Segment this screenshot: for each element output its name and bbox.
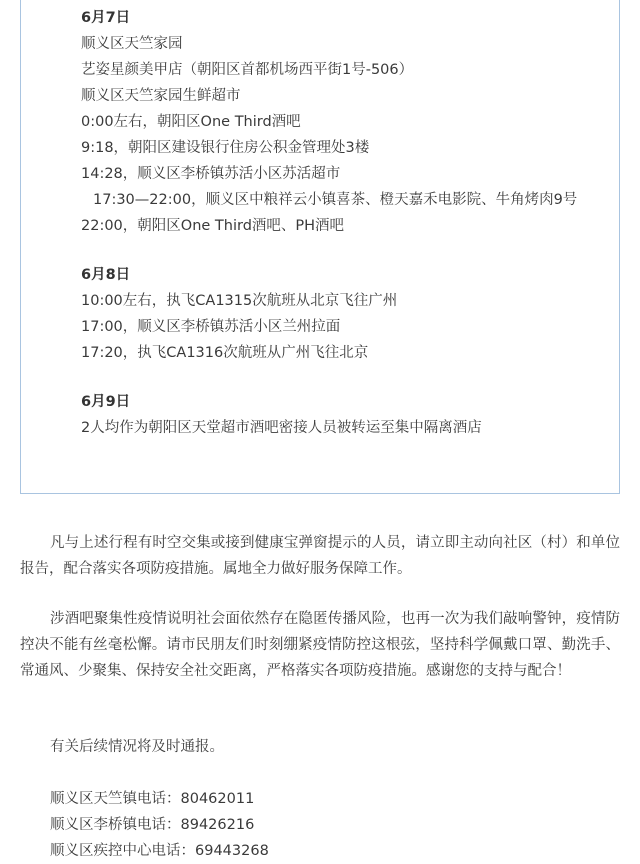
itinerary-entry: 10:00左右，执飞CA1315次航班从北京飞往广州 — [81, 293, 398, 309]
itinerary-entry: 22:00，朝阳区One Third酒吧、PH酒吧 — [81, 218, 345, 234]
itinerary-entry: 顺义区天竺家园生鲜超市 — [81, 88, 241, 104]
day-heading: 6月7日 — [81, 10, 131, 26]
notice-paragraph: 凡与上述行程有时空交集或接到健康宝弹窗提示的人员，请立即主动向社区（村）和单位报告，配合落实各项防疫措施。属地全力做好服务保障工作。 — [20, 535, 620, 577]
followup-paragraph: 有关后续情况将及时通报。 — [50, 739, 224, 755]
itinerary-box — [20, 0, 620, 494]
contact-list — [50, 786, 610, 864]
itinerary-entry: 17:20，执飞CA1316次航班从广州飞往北京 — [81, 345, 369, 361]
itinerary-entry: 2人均作为朝阳区天堂超市酒吧密接人员被转运至集中隔离酒店 — [81, 420, 482, 436]
itinerary-entry: 顺义区天竺家园 — [81, 36, 183, 52]
itinerary-entry: 9:18，朝阳区建设银行住房公积金管理处3楼 — [81, 140, 370, 156]
contact-phone: 顺义区李桥镇电话：89426216 — [50, 817, 255, 833]
day-heading: 6月9日 — [81, 394, 131, 410]
contact-phone: 顺义区天竺镇电话：80462011 — [50, 791, 255, 807]
itinerary-entry: 0:00左右，朝阳区One Third酒吧 — [81, 114, 301, 130]
day-block-june-7 — [21, 5, 619, 239]
appeal-paragraph: 涉酒吧聚集性疫情说明社会面依然存在隐匿传播风险，也再一次为我们敲响警钟，疫情防控决不能有丝毫松懈。请市民朋友们时刻绷紧疫情防控这根弦，坚持科学佩戴口罩、勤洗手、常通风、少聚集、保持安全社交距离，严格落实各项防疫措施。感谢您的支持与配合！ — [20, 611, 620, 679]
itinerary-entry: 艺姿星颜美甲店（朝阳区首都机场西平街1号-506） — [81, 62, 414, 78]
itinerary-entry: 17:30—22:00，顺义区中粮祥云小镇喜茶、橙天嘉禾电影院、牛角烤肉9号 — [93, 192, 578, 208]
day-heading: 6月8日 — [81, 267, 131, 283]
itinerary-entry: 14:28，顺义区李桥镇苏活小区苏活超市 — [81, 166, 341, 182]
itinerary-entry: 17:00，顺义区李桥镇苏活小区兰州拉面 — [81, 319, 341, 335]
day-block-june-9 — [21, 389, 619, 441]
contact-phone: 顺义区疾控中心电话：69443268 — [50, 843, 269, 859]
day-block-june-8 — [21, 262, 619, 366]
